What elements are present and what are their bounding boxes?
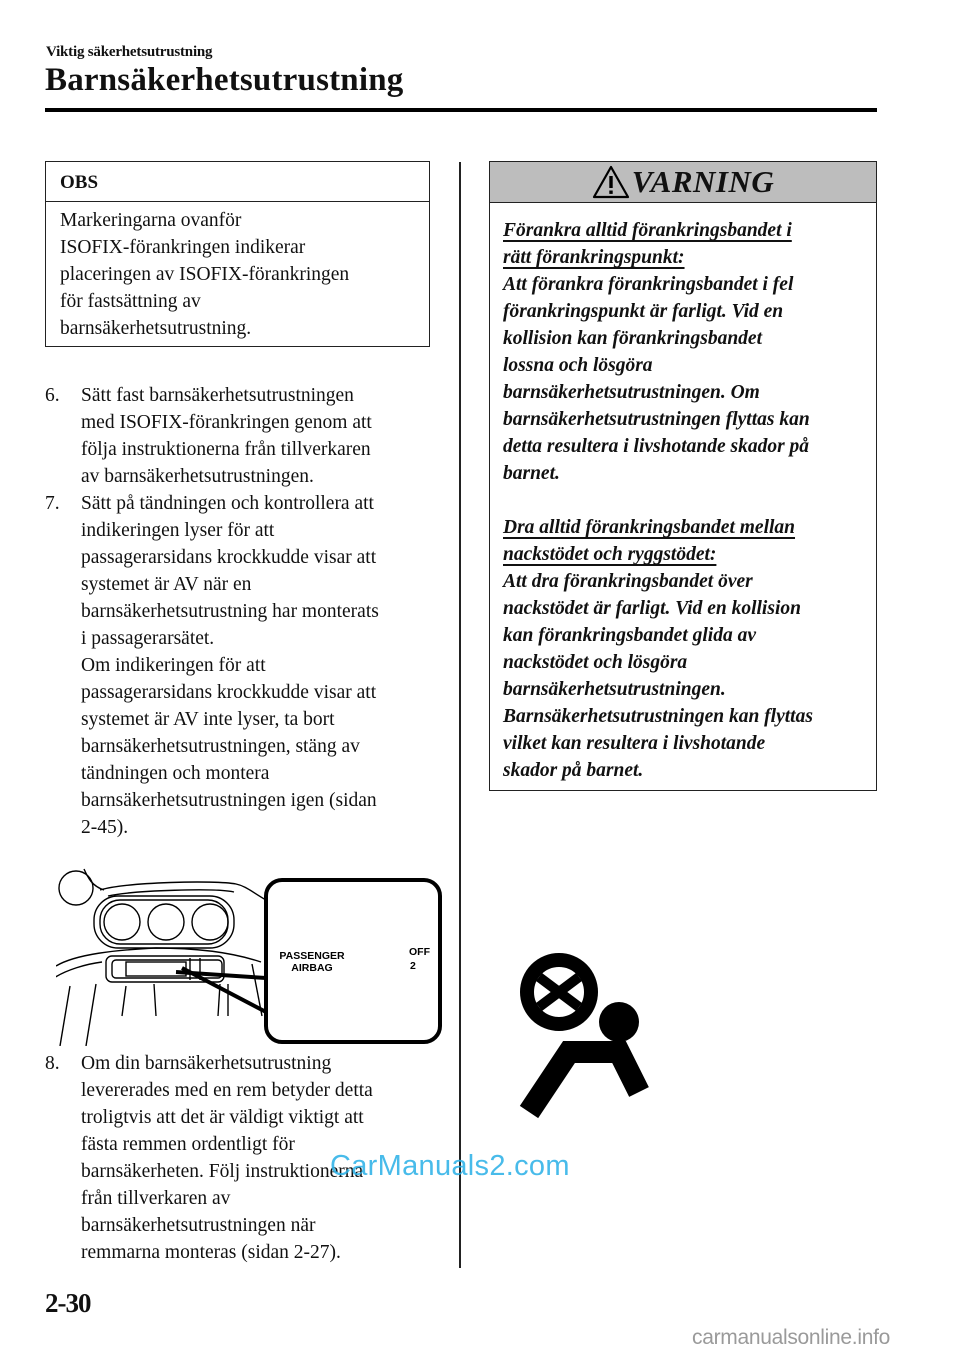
step-line: av barnsäkerhetsutrustningen. bbox=[81, 466, 314, 487]
step-number: 7. bbox=[45, 493, 60, 514]
warning-line: nackstödet och lösgöra bbox=[503, 652, 688, 673]
steps-list bbox=[45, 382, 445, 841]
obs-line: ISOFIX-förankringen indikerar bbox=[60, 237, 306, 258]
watermark-carmanuals2: CarManuals2.com bbox=[330, 1150, 570, 1182]
step-line: troligtvis att det är väldigt viktigt att bbox=[81, 1107, 364, 1128]
step-line: Om din barnsäkerhetsutrustning bbox=[81, 1053, 332, 1074]
warning-triangle-icon bbox=[592, 165, 630, 199]
warning-line: förankringspunkt är farligt. Vid en bbox=[503, 301, 784, 322]
obs-body bbox=[46, 202, 429, 342]
step-line: tändningen och montera bbox=[81, 763, 270, 784]
step-line: Om indikeringen för att bbox=[81, 655, 266, 676]
step-line: remmarna monteras (sidan 2-27). bbox=[81, 1242, 341, 1263]
step-line: fästa remmen ordentligt för bbox=[81, 1134, 295, 1155]
step-number: 8. bbox=[45, 1053, 60, 1074]
warning-box bbox=[489, 161, 877, 791]
label-line: AIRBAG bbox=[291, 962, 333, 974]
step-line: indikeringen lyser för att bbox=[81, 520, 275, 541]
warning-line: Förankra alltid förankringsbandet i bbox=[503, 220, 792, 241]
step-text bbox=[81, 382, 372, 490]
warning-line: kan förankringsbandet glida av bbox=[503, 625, 756, 646]
step-line: passagerarsidans krockkudde visar att bbox=[81, 547, 377, 568]
warning-spacer bbox=[503, 487, 876, 514]
indicator-off-text: OFF bbox=[409, 946, 430, 958]
step-line: Sätt fast barnsäkerhetsutrustningen bbox=[81, 385, 354, 406]
watermark-carmanualsonline: carmanualsonline.info bbox=[692, 1326, 890, 1349]
warning-header bbox=[490, 162, 876, 203]
page-title: Barnsäkerhetsutrustning bbox=[45, 62, 404, 98]
warning-line: lossna och lösgöra bbox=[503, 355, 653, 376]
warning-line: skador på barnet. bbox=[503, 760, 644, 781]
obs-line: Markeringarna ovanför bbox=[60, 210, 242, 231]
warning-title: VARNING bbox=[631, 164, 775, 199]
step-line: barnsäkerhetsutrustningen igen (sidan bbox=[81, 790, 377, 811]
step-number: 6. bbox=[45, 385, 60, 406]
step-line: barnsäkerheten. Följ instruktionerna bbox=[81, 1161, 364, 1182]
step-line: passagerarsidans krockkudde visar att bbox=[81, 682, 377, 703]
warning-line: nackstödet och ryggstödet: bbox=[503, 544, 717, 565]
step-line: systemet är AV inte lyser, ta bort bbox=[81, 709, 335, 730]
dashboard-illustration bbox=[56, 866, 446, 1046]
warning-body bbox=[490, 203, 876, 784]
step-line: barnsäkerhetsutrustning har monterats bbox=[81, 601, 379, 622]
obs-note-box bbox=[45, 161, 430, 347]
warning-line: rätt förankringspunkt: bbox=[503, 247, 685, 268]
section-label: Viktig säkerhetsutrustning bbox=[46, 44, 213, 60]
step-line: Sätt på tändningen och kontrollera att bbox=[81, 493, 374, 514]
obs-line: barnsäkerhetsutrustning. bbox=[60, 318, 252, 339]
step-line: med ISOFIX-förankringen genom att bbox=[81, 412, 372, 433]
step-7 bbox=[45, 490, 445, 841]
step-text bbox=[81, 490, 379, 841]
warning-line: kollision kan förankringsbandet bbox=[503, 328, 762, 349]
step-6 bbox=[45, 382, 445, 490]
indicator-sub-text: 2 bbox=[410, 960, 416, 972]
passenger-airbag-label bbox=[274, 950, 350, 974]
step-line: systemet är AV när en bbox=[81, 574, 252, 595]
step-line: barnsäkerhetsutrustningen när bbox=[81, 1215, 316, 1236]
warning-line: detta resultera i livshotande skador på bbox=[503, 436, 810, 457]
dashboard-drawing bbox=[56, 866, 446, 1046]
step-line: barnsäkerhetsutrustningen, stäng av bbox=[81, 736, 360, 757]
label-line: PASSENGER bbox=[279, 950, 345, 962]
obs-line: placeringen av ISOFIX-förankringen bbox=[60, 264, 350, 285]
step-line: levererades med en rem betyder detta bbox=[81, 1080, 373, 1101]
warning-line: Dra alltid förankringsbandet mellan bbox=[503, 517, 796, 538]
warning-line: barnet. bbox=[503, 463, 560, 484]
warning-line: barnsäkerhetsutrustningen. bbox=[503, 679, 726, 700]
step-line: 2-45). bbox=[81, 817, 129, 838]
warning-line: barnsäkerhetsutrustningen. Om bbox=[503, 382, 760, 403]
warning-line: Barnsäkerhetsutrustningen kan flyttas bbox=[503, 706, 813, 727]
obs-heading: OBS bbox=[46, 162, 429, 202]
warning-line: Att dra förankringsbandet över bbox=[503, 571, 753, 592]
warning-line: barnsäkerhetsutrustningen flyttas kan bbox=[503, 409, 810, 430]
warning-line: nackstödet är farligt. Vid en kollision bbox=[503, 598, 801, 619]
step-line: följa instruktionerna från tillverkaren bbox=[81, 439, 371, 460]
step-line: från tillverkaren av bbox=[81, 1188, 231, 1209]
obs-line: för fastsättning av bbox=[60, 291, 201, 312]
page-number: 2-30 bbox=[45, 1288, 91, 1318]
step-line: i passagerarsätet. bbox=[81, 628, 215, 649]
warning-line: vilket kan resultera i livshotande bbox=[503, 733, 766, 754]
title-rule bbox=[45, 108, 877, 112]
warning-line: Att förankra förankringsbandet i fel bbox=[503, 274, 794, 295]
